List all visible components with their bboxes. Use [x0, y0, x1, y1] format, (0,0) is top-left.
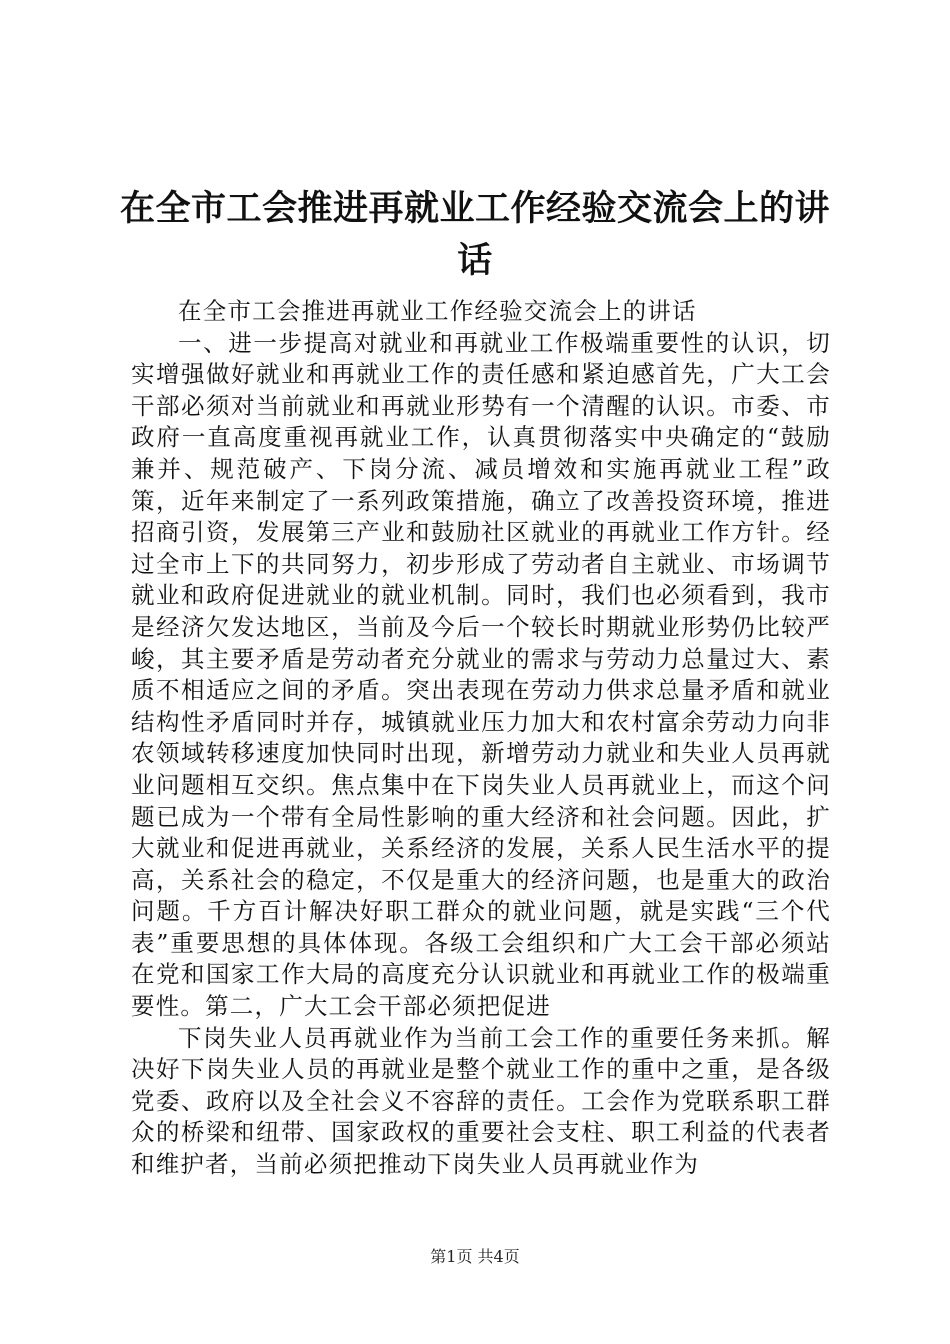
paragraph: 在全市工会推进再就业工作经验交流会上的讲话: [178, 297, 697, 325]
page-footer: 第1页 共4页: [430, 1247, 520, 1266]
document-title: 在全市工会推进再就业工作经验交流会上的讲话: [120, 188, 831, 282]
document-body: [131, 296, 831, 1181]
paragraph: 一、进一步提高对就业和再就业工作极端重要性的认识，切实增强做好就业和再就业工作的责任感和紧迫感首先，广大工会干部必须对当前就业和再就业形势有一个清醒的认识。市委、市政府一直高度重视再就业工作，认真贯彻落实中央确定的“鼓励兼并、规范破产、下岗分流、减员增效和实施再就业工程”政策，近年来制定了一系列政策措施，确立了改善投资环境，推进招商引资，发展第三产业和鼓励社区就业的再就业工作方针。经过全市上下的共同努力，初步形成了劳动者自主就业、市场调节就业和政府促进就业的就业机制。同时，我们也必须看到，我市是经济欠发达地区，当前及今后一个较长时期就业形势仍比较严峻，其主要矛盾是劳动者充分就业的需求与劳动力总量过大、素质不相适应之间的矛盾。突出表现在劳动力供求总量矛盾和就业结构性矛盾同时并存，城镇就业压力加大和农村富余劳动力向非农领域转移速度加快同时出现，新增劳动力就业和失业人员再就业问题相互交织。焦点集中在下岗失业人员再就业上，而这个问题已成为一个带有全局性影响的重大经济和社会问题。因此，扩大就业和促进再就业，关系经济的发展，关系人民生活水平的提高，关系社会的稳定，不仅是重大的经济问题，也是重大的政治问题。千方百计解决好职工群众的就业问题，就是实践“三个代表”重要思想的具体体现。各级工会组织和广大工会干部必须站在党和国家工作大局的高度充分认识就业和再就业工作的极端重要性。第二，广大工会干部必须把促进: [131, 328, 831, 1021]
paragraph: 下岗失业人员再就业作为当前工会工作的重要任务来抓。解决好下岗失业人员的再就业是整个就业工作的重中之重，是各级党委、政府以及全社会义不容辞的责任。工会作为党联系职工群众的桥梁和纽带、国家政权的重要社会支柱、职工利益的代表者和维护者，当前必须把推动下岗失业人员再就业作为: [131, 1023, 831, 1179]
